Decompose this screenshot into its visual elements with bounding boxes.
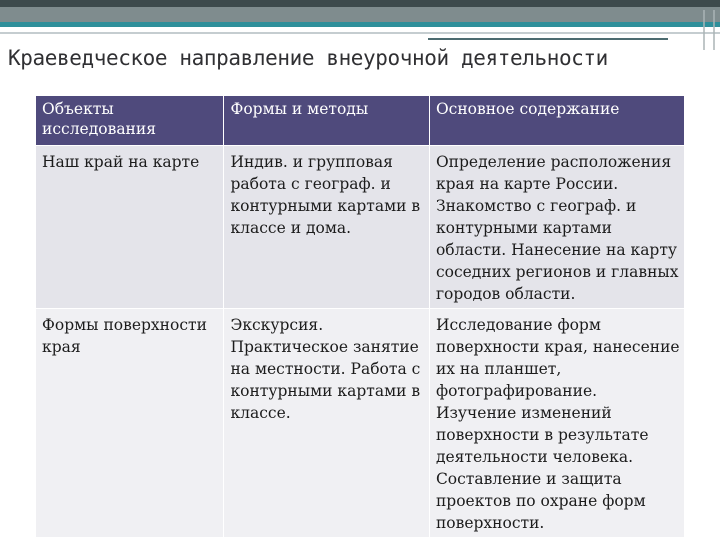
table-cell-object: Формы поверхности края: [36, 308, 224, 537]
slide-top-dark-strip: [0, 0, 720, 7]
slide-accent-line: [428, 38, 668, 40]
column-header-content: Основное содержание: [430, 96, 684, 145]
table-row: [36, 308, 684, 537]
table-row: [36, 145, 684, 308]
table-cell-method: Экскурсия. Практическое занятие на местности. Работа с контурными картами в классе.: [224, 308, 429, 537]
slide-top-accent-strip: [0, 22, 720, 27]
column-header-objects: Объекты исследования: [36, 96, 224, 145]
table-cell-method: Индив. и групповая работа с географ. и контурными картами в классе и дома.: [224, 145, 429, 308]
slide-divider-line: [0, 32, 720, 34]
table-cell-content: Определение расположения края на карте России. Знакомство с географ. и контурными картами области. Нанесение на карту соседних регионов и главных городов области.: [430, 145, 684, 308]
table-cell-content: Исследование форм поверхности края, нанесение их на планшет, фотографирование. Изучение изменений поверхности в результате деятельности человека. Составление и защита проектов по охране форм поверхности.: [430, 308, 684, 537]
table-cell-object: Наш край на карте: [36, 145, 224, 308]
content-table: [36, 96, 684, 537]
column-header-methods: Формы и методы: [224, 96, 429, 145]
slide-title: Краеведческое направление внеурочной деятельности: [8, 46, 608, 70]
table-header-row: [36, 96, 684, 145]
corner-decoration-icon: [690, 10, 720, 50]
